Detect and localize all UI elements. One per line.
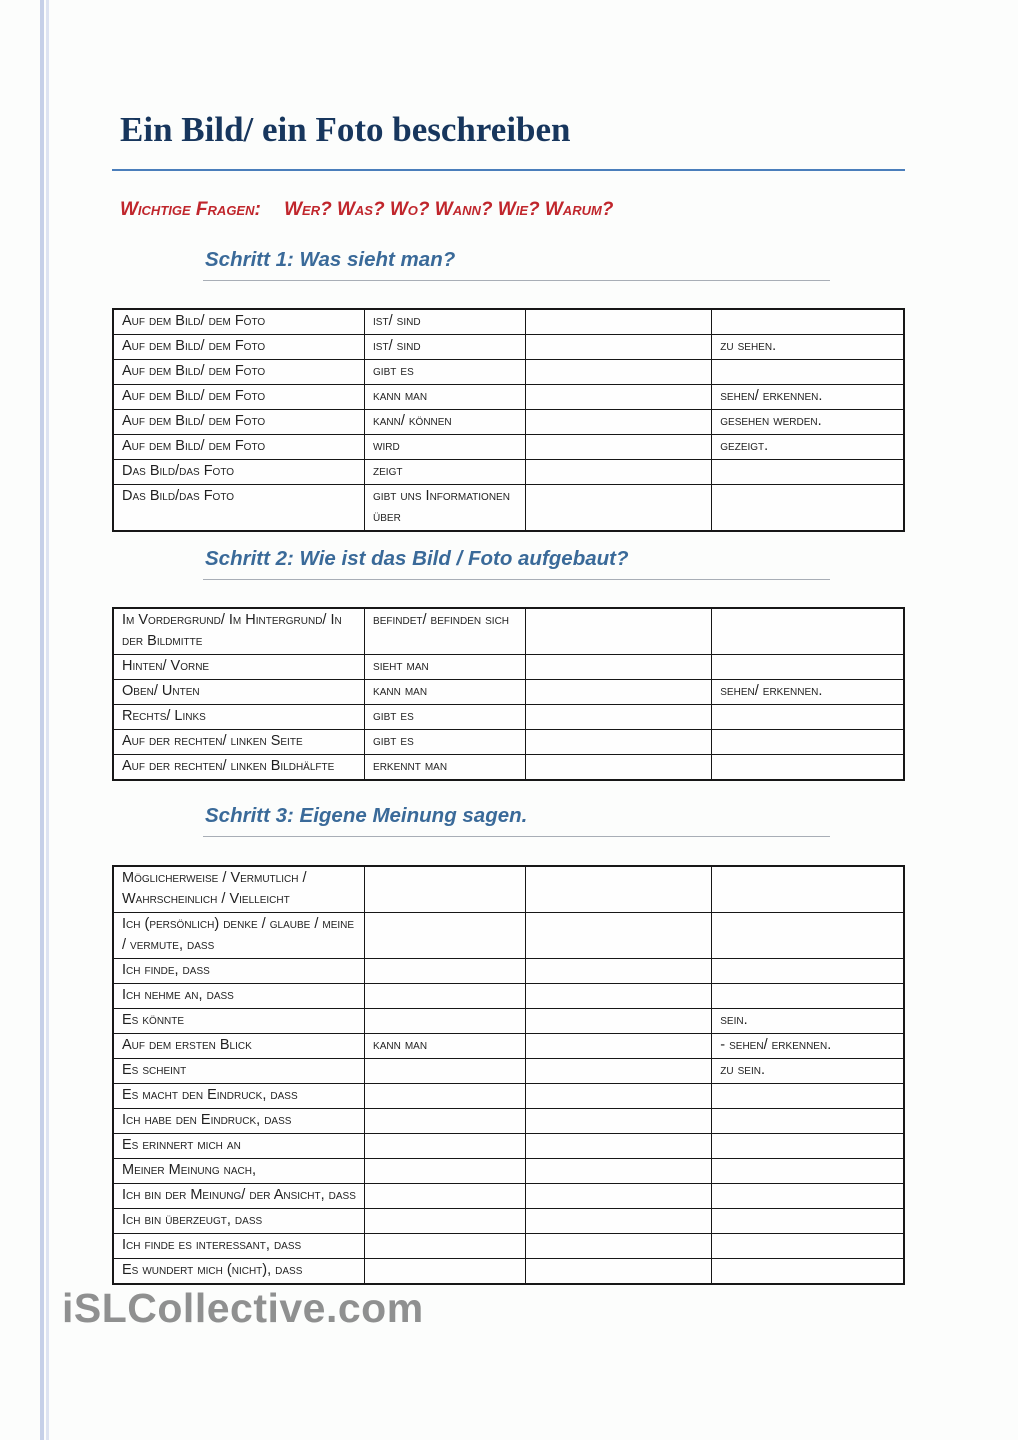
table-cell bbox=[526, 984, 712, 1009]
section-heading-schritt-2: Schritt 2: Wie ist das Bild / Foto aufgebaut? bbox=[203, 547, 830, 580]
table-cell bbox=[365, 1059, 526, 1084]
table-row bbox=[113, 959, 904, 984]
table-cell: kann/ können bbox=[365, 410, 526, 435]
table-cell: ist/ sind bbox=[365, 309, 526, 335]
schritt-2-table bbox=[112, 607, 905, 781]
table-row bbox=[113, 1134, 904, 1159]
table-cell bbox=[526, 1009, 712, 1034]
table-cell bbox=[712, 655, 904, 680]
table-cell: gibt uns Informationen über bbox=[365, 485, 526, 532]
table-cell: Auf dem Bild/ dem Foto bbox=[113, 309, 365, 335]
table-cell: gesehen werden. bbox=[712, 410, 904, 435]
table-cell: zu sehen. bbox=[712, 335, 904, 360]
table-cell: Hinten/ Vorne bbox=[113, 655, 365, 680]
watermark: iSLCollective.com bbox=[62, 1285, 424, 1331]
table-row bbox=[113, 309, 904, 335]
table-cell bbox=[526, 755, 712, 781]
table-cell bbox=[526, 460, 712, 485]
table-cell bbox=[365, 1159, 526, 1184]
table-cell: Ich habe den Eindruck, dass bbox=[113, 1109, 365, 1134]
page-title: Ein Bild/ ein Foto beschreiben bbox=[120, 110, 571, 149]
table-cell: Ich (persönlich) denke / glaube / meine / vermute, dass bbox=[113, 913, 365, 959]
schritt-3-table bbox=[112, 865, 905, 1285]
section-heading-schritt-3: Schritt 3: Eigene Meinung sagen. bbox=[203, 804, 830, 837]
table-cell: Es scheint bbox=[113, 1059, 365, 1084]
table-cell bbox=[365, 984, 526, 1009]
table-row bbox=[113, 385, 904, 410]
table-cell bbox=[712, 1184, 904, 1209]
table-cell: Auf der rechten/ linken Bildhälfte bbox=[113, 755, 365, 781]
table-cell bbox=[526, 360, 712, 385]
table-cell bbox=[365, 1184, 526, 1209]
table-cell bbox=[365, 1134, 526, 1159]
table-row bbox=[113, 1109, 904, 1134]
table-cell: Das Bild/das Foto bbox=[113, 460, 365, 485]
important-questions-label: Wichtige Fragen: bbox=[120, 199, 261, 220]
table-cell bbox=[712, 1134, 904, 1159]
table-cell: wird bbox=[365, 435, 526, 460]
section-heading-schritt-1: Schritt 1: Was sieht man? bbox=[203, 248, 830, 281]
table-cell: Ich bin überzeugt, dass bbox=[113, 1209, 365, 1234]
table-cell bbox=[712, 866, 904, 913]
table-cell bbox=[365, 1209, 526, 1234]
table-row bbox=[113, 460, 904, 485]
table-cell bbox=[712, 1159, 904, 1184]
title-rule bbox=[112, 169, 905, 171]
table-cell: Auf dem Bild/ dem Foto bbox=[113, 335, 365, 360]
table-cell: zu sein. bbox=[712, 1059, 904, 1084]
table-cell: befindet/ befinden sich bbox=[365, 608, 526, 655]
table-cell: Auf dem ersten Blick bbox=[113, 1034, 365, 1059]
table-cell bbox=[526, 730, 712, 755]
table-row bbox=[113, 730, 904, 755]
table-cell bbox=[712, 460, 904, 485]
table-cell bbox=[526, 1134, 712, 1159]
table-cell bbox=[365, 1234, 526, 1259]
table-row bbox=[113, 435, 904, 460]
table-row bbox=[113, 705, 904, 730]
table-cell: Es wundert mich (nicht), dass bbox=[113, 1259, 365, 1285]
table-cell bbox=[526, 1159, 712, 1184]
table-cell: Es macht den Eindruck, dass bbox=[113, 1084, 365, 1109]
table-cell bbox=[526, 1034, 712, 1059]
table-cell: kann man bbox=[365, 385, 526, 410]
table-cell bbox=[712, 959, 904, 984]
table-cell: gibt es bbox=[365, 360, 526, 385]
table-row bbox=[113, 1209, 904, 1234]
table-cell bbox=[712, 1109, 904, 1134]
table-cell: Ich finde, dass bbox=[113, 959, 365, 984]
table-cell: gezeigt. bbox=[712, 435, 904, 460]
table-row bbox=[113, 913, 904, 959]
table-row bbox=[113, 1059, 904, 1084]
table-cell: Rechts/ Links bbox=[113, 705, 365, 730]
table-row bbox=[113, 1034, 904, 1059]
table-row bbox=[113, 1259, 904, 1285]
table-row bbox=[113, 1234, 904, 1259]
table-cell bbox=[712, 1084, 904, 1109]
table-row bbox=[113, 410, 904, 435]
table-cell: Auf dem Bild/ dem Foto bbox=[113, 435, 365, 460]
table-cell bbox=[712, 705, 904, 730]
table-cell bbox=[526, 608, 712, 655]
table-cell bbox=[365, 913, 526, 959]
table-cell bbox=[526, 866, 712, 913]
table-cell bbox=[365, 1084, 526, 1109]
table-cell: sehen/ erkennen. bbox=[712, 385, 904, 410]
table-cell: Ich bin der Meinung/ der Ansicht, dass bbox=[113, 1184, 365, 1209]
table-row bbox=[113, 1009, 904, 1034]
page-margin-stripe-outer bbox=[40, 0, 44, 1440]
table-cell bbox=[712, 755, 904, 781]
table-cell bbox=[712, 360, 904, 385]
page-margin-stripe-inner bbox=[46, 0, 49, 1440]
table-cell bbox=[526, 335, 712, 360]
table-cell: kann man bbox=[365, 1034, 526, 1059]
table-row bbox=[113, 485, 904, 532]
table-cell: Meiner Meinung nach, bbox=[113, 1159, 365, 1184]
table-cell: sehen/ erkennen. bbox=[712, 680, 904, 705]
table-row bbox=[113, 655, 904, 680]
important-questions-line bbox=[120, 199, 613, 221]
table-cell bbox=[526, 309, 712, 335]
table-cell bbox=[712, 1234, 904, 1259]
table-cell bbox=[712, 1259, 904, 1285]
table-row bbox=[113, 755, 904, 781]
table-cell bbox=[526, 1084, 712, 1109]
table-row bbox=[113, 680, 904, 705]
table-cell bbox=[526, 1109, 712, 1134]
table-cell: erkennt man bbox=[365, 755, 526, 781]
table-cell bbox=[526, 1234, 712, 1259]
table-cell bbox=[712, 1209, 904, 1234]
table-cell bbox=[526, 485, 712, 532]
table-cell bbox=[365, 1009, 526, 1034]
table-cell bbox=[526, 1184, 712, 1209]
table-cell: gibt es bbox=[365, 705, 526, 730]
table-cell bbox=[526, 680, 712, 705]
table-cell: Ich finde es interessant, dass bbox=[113, 1234, 365, 1259]
table-cell bbox=[526, 1209, 712, 1234]
table-cell bbox=[526, 655, 712, 680]
table-cell bbox=[712, 485, 904, 532]
table-cell bbox=[526, 385, 712, 410]
table-cell bbox=[712, 730, 904, 755]
table-cell: sein. bbox=[712, 1009, 904, 1034]
table-cell: Oben/ Unten bbox=[113, 680, 365, 705]
table-cell bbox=[365, 866, 526, 913]
important-questions-list: Wer? Was? Wo? Wann? Wie? Warum? bbox=[284, 199, 614, 220]
table-cell bbox=[526, 410, 712, 435]
table-cell: Im Vordergrund/ Im Hintergrund/ In der Bildmitte bbox=[113, 608, 365, 655]
table-cell bbox=[712, 913, 904, 959]
table-row bbox=[113, 360, 904, 385]
table-cell: Möglicherweise / Vermutlich / Wahrscheinlich / Vielleicht bbox=[113, 866, 365, 913]
table-row bbox=[113, 984, 904, 1009]
table-cell: Ich nehme an, dass bbox=[113, 984, 365, 1009]
table-cell: kann man bbox=[365, 680, 526, 705]
table-cell: zeigt bbox=[365, 460, 526, 485]
table-cell bbox=[712, 608, 904, 655]
table-row bbox=[113, 335, 904, 360]
table-cell bbox=[365, 1109, 526, 1134]
table-cell bbox=[712, 309, 904, 335]
table-cell bbox=[365, 1259, 526, 1285]
table-cell: Auf dem Bild/ dem Foto bbox=[113, 385, 365, 410]
table-cell: Auf dem Bild/ dem Foto bbox=[113, 360, 365, 385]
schritt-1-table bbox=[112, 308, 905, 532]
table-cell: Auf dem Bild/ dem Foto bbox=[113, 410, 365, 435]
worksheet-page bbox=[112, 0, 905, 1440]
table-cell: - sehen/ erkennen. bbox=[712, 1034, 904, 1059]
table-cell bbox=[526, 1259, 712, 1285]
table-row bbox=[113, 1084, 904, 1109]
table-cell bbox=[526, 959, 712, 984]
table-cell bbox=[526, 1059, 712, 1084]
table-row bbox=[113, 866, 904, 913]
table-cell: Das Bild/das Foto bbox=[113, 485, 365, 532]
table-cell: Es könnte bbox=[113, 1009, 365, 1034]
table-cell: ist/ sind bbox=[365, 335, 526, 360]
table-cell bbox=[526, 913, 712, 959]
table-cell: gibt es bbox=[365, 730, 526, 755]
table-row bbox=[113, 1184, 904, 1209]
table-cell: Es erinnert mich an bbox=[113, 1134, 365, 1159]
table-cell bbox=[712, 984, 904, 1009]
table-cell bbox=[365, 959, 526, 984]
table-cell bbox=[526, 705, 712, 730]
table-cell bbox=[526, 435, 712, 460]
table-cell: sieht man bbox=[365, 655, 526, 680]
table-row bbox=[113, 608, 904, 655]
table-row bbox=[113, 1159, 904, 1184]
table-cell: Auf der rechten/ linken Seite bbox=[113, 730, 365, 755]
